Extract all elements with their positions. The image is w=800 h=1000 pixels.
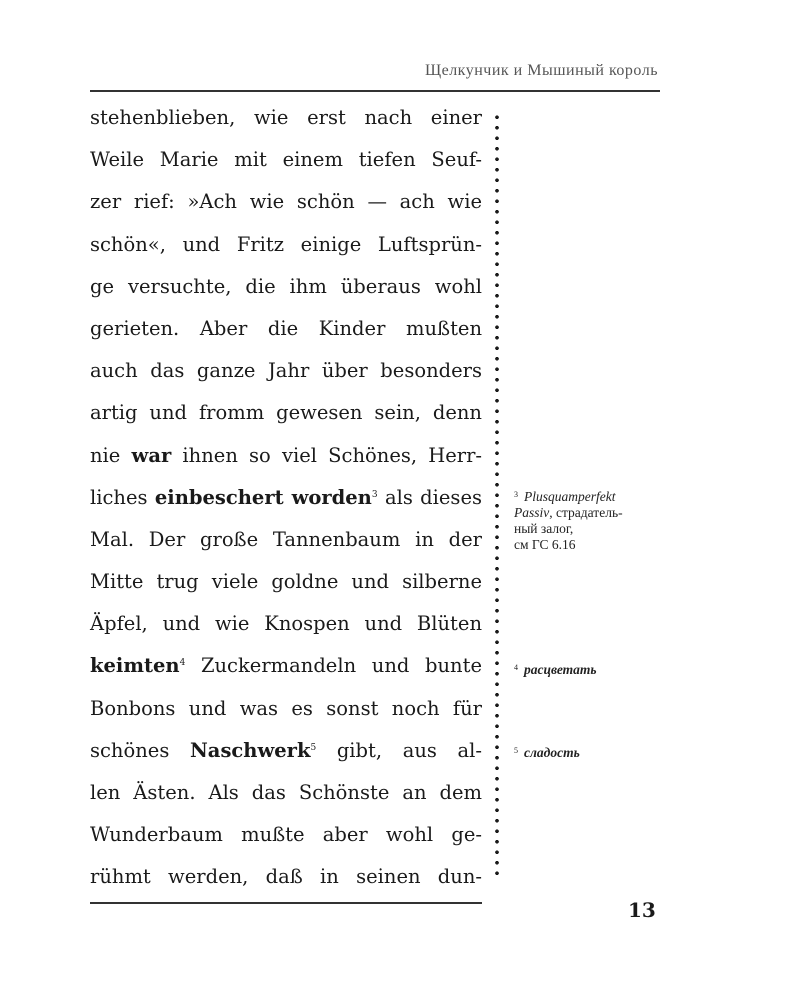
running-head: Щелкунчик и Мышиный король — [424, 62, 658, 79]
note-gloss: расцветать — [524, 662, 597, 677]
footnote-ref-3: 3 — [371, 489, 378, 500]
text-line: Mal. Der große Tannenbaum in der — [90, 527, 482, 551]
footnote-ref-5: 5 — [310, 742, 317, 753]
bold-term-keimten: keimten — [90, 654, 180, 678]
note-term: Passiv — [514, 505, 550, 520]
text-span: nie — [90, 443, 121, 467]
text-span: schönes — [90, 738, 170, 762]
note-number: 5 — [514, 746, 518, 755]
bold-term-naschwerk: Naschwerk — [189, 738, 311, 762]
note-text: , страдатель- — [549, 505, 623, 520]
text-line: len Ästen. Als das Schönste an dem — [90, 781, 482, 804]
footer-rule — [90, 902, 482, 904]
text-line — [90, 477, 482, 519]
text-line — [90, 645, 482, 687]
main-text-column — [90, 97, 482, 899]
note-text: ный залог, — [514, 521, 574, 536]
text-line: auch das ganze Jahr über besonders — [90, 359, 482, 383]
text-line: Wunderbaum mußte aber wohl ge- — [90, 823, 482, 847]
text-line — [90, 435, 482, 477]
text-line: Weile Marie mit einem tiefen Seuf- — [90, 148, 482, 172]
text-span: Zuckermandeln und bunte — [200, 654, 482, 678]
bold-term-war: war — [131, 443, 172, 467]
note-text: см ГС 6.16 — [514, 537, 576, 552]
note-number: 3 — [514, 490, 518, 499]
margin-note-4 — [514, 660, 664, 678]
text-span: liches — [90, 485, 148, 509]
text-span: gibt, aus al- — [336, 738, 482, 762]
footnote-ref-4: 4 — [179, 658, 186, 669]
note-number: 4 — [514, 663, 518, 672]
page-number: 13 — [628, 898, 656, 922]
bold-term-einbeschert-worden: einbeschert worden — [154, 485, 372, 509]
text-span: als dieses — [384, 485, 482, 509]
text-line: schön«, und Fritz einige Luftsprün- — [90, 232, 482, 256]
text-line: Mitte trug viele goldne und silberne — [90, 570, 482, 594]
text-line: Bonbons und was es sonst noch für — [90, 696, 482, 720]
margin-note-3 — [514, 487, 664, 553]
text-line: ge versuchte, die ihm überaus wohl — [90, 274, 482, 298]
margin-note-5 — [514, 743, 664, 761]
text-line: Äpfel, und wie Knospen und Blüten — [90, 612, 482, 636]
text-span: ihnen so viel Schönes, Herr- — [182, 443, 483, 467]
text-line: zer rief: »Ach wie schön — ach wie — [90, 190, 482, 214]
text-line: rühmt werden, daß in seinen dun- — [90, 865, 482, 889]
text-line: stehenblieben, wie erst nach einer — [90, 106, 482, 129]
note-term: Plusquamperfekt — [524, 489, 616, 504]
text-line: artig und fromm gewesen sein, denn — [90, 401, 482, 425]
note-gloss: сладость — [524, 745, 580, 760]
text-line — [90, 730, 482, 772]
header-rule — [90, 90, 660, 92]
text-line: gerieten. Aber die Kinder mußten — [90, 316, 482, 340]
dotted-divider — [494, 112, 500, 882]
